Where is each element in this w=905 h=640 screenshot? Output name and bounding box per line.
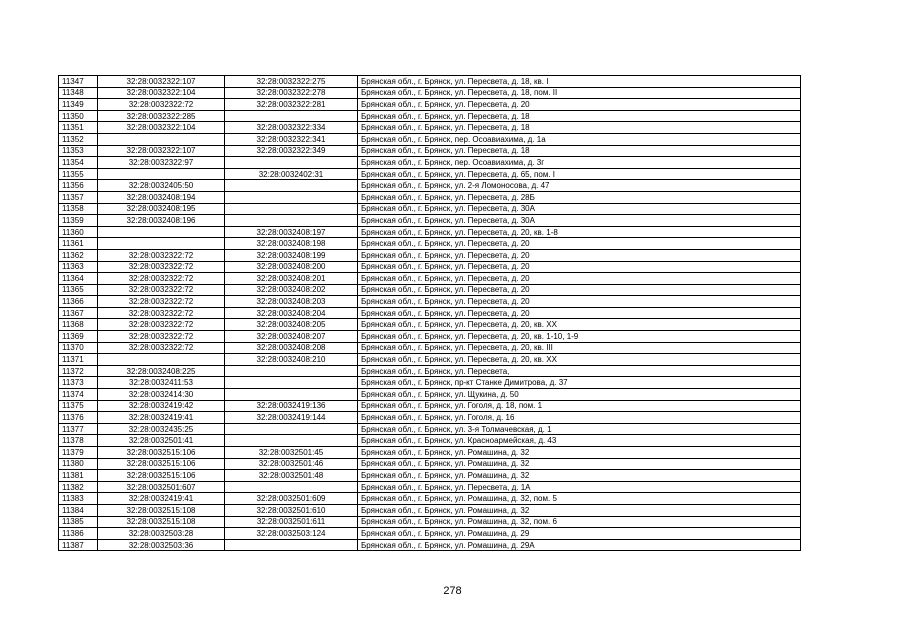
address-cell: Брянская обл., г. Брянск, ул. Ромашина, д. 29А: [358, 539, 801, 551]
land-cadastral-number-cell: 32:28:0032501:41: [98, 435, 225, 447]
row-number-cell: 11368: [59, 319, 98, 331]
land-cadastral-number-cell: 32:28:0032322:72: [98, 249, 225, 261]
address-cell: Брянская обл., г. Брянск, ул. Щукина, д. 50: [358, 389, 801, 401]
address-cell: Брянская обл., г. Брянск, ул. Пересвета, д. 20: [358, 296, 801, 308]
row-number-cell: 11357: [59, 191, 98, 203]
building-cadastral-number-cell: [225, 365, 358, 377]
building-cadastral-number-cell: 32:28:0032408:205: [225, 319, 358, 331]
row-number-cell: 11370: [59, 342, 98, 354]
table-row: [59, 226, 801, 238]
address-cell: Брянская обл., г. Брянск, ул. Пересвета, д. 20: [358, 307, 801, 319]
land-cadastral-number-cell: 32:28:0032322:72: [98, 284, 225, 296]
table-row: [59, 238, 801, 250]
land-cadastral-number-cell: 32:28:0032515:106: [98, 447, 225, 459]
building-cadastral-number-cell: 32:28:0032501:610: [225, 504, 358, 516]
building-cadastral-number-cell: [225, 435, 358, 447]
table-row: [59, 423, 801, 435]
address-cell: Брянская обл., г. Брянск, ул. Пересвета, д. 20, кв. XX: [358, 354, 801, 366]
land-cadastral-number-cell: 32:28:0032322:72: [98, 99, 225, 111]
building-cadastral-number-cell: 32:28:0032501:46: [225, 458, 358, 470]
building-cadastral-number-cell: 32:28:0032322:278: [225, 87, 358, 99]
row-number-cell: 11362: [59, 249, 98, 261]
address-cell: Брянская обл., г. Брянск, ул. Ромашина, д. 29: [358, 528, 801, 540]
address-cell: Брянская обл., г. Брянск, пер. Осоавиахима, д. 3г: [358, 157, 801, 169]
land-cadastral-number-cell: 32:28:0032408:195: [98, 203, 225, 215]
row-number-cell: 11354: [59, 157, 98, 169]
address-cell: Брянская обл., г. Брянск, пр-кт Станке Димитрова, д. 37: [358, 377, 801, 389]
row-number-cell: 11381: [59, 470, 98, 482]
table-row: [59, 493, 801, 505]
address-cell: Брянская обл., г. Брянск, ул. Пересвета, д. 20, кв. 1-8: [358, 226, 801, 238]
row-number-cell: 11380: [59, 458, 98, 470]
land-cadastral-number-cell: 32:28:0032322:107: [98, 145, 225, 157]
building-cadastral-number-cell: 32:28:0032408:198: [225, 238, 358, 250]
land-cadastral-number-cell: 32:28:0032322:72: [98, 331, 225, 343]
land-cadastral-number-cell: 32:28:0032405:50: [98, 180, 225, 192]
address-cell: Брянская обл., г. Брянск, ул. Ромашина, д. 32, пом. 6: [358, 516, 801, 528]
row-number-cell: 11373: [59, 377, 98, 389]
row-number-cell: 11365: [59, 284, 98, 296]
table-row: [59, 203, 801, 215]
land-cadastral-number-cell: 32:28:0032515:106: [98, 470, 225, 482]
address-cell: Брянская обл., г. Брянск, ул. Красноармейская, д. 43: [358, 435, 801, 447]
building-cadastral-number-cell: [225, 180, 358, 192]
address-cell: Брянская обл., г. Брянск, ул. Пересвета, д. 18: [358, 110, 801, 122]
building-cadastral-number-cell: 32:28:0032322:281: [225, 99, 358, 111]
building-cadastral-number-cell: 32:28:0032408:210: [225, 354, 358, 366]
building-cadastral-number-cell: 32:28:0032503:124: [225, 528, 358, 540]
building-cadastral-number-cell: 32:28:0032408:204: [225, 307, 358, 319]
land-cadastral-number-cell: 32:28:0032419:42: [98, 400, 225, 412]
address-cell: Брянская обл., г. Брянск, ул. Пересвета, д. 18: [358, 122, 801, 134]
address-cell: Брянская обл., г. Брянск, ул. Ромашина, д. 32, пом. 5: [358, 493, 801, 505]
land-cadastral-number-cell: [98, 226, 225, 238]
row-number-cell: 11378: [59, 435, 98, 447]
table-row: [59, 180, 801, 192]
address-cell: Брянская обл., г. Брянск, ул. 3-я Толмачевская, д. 1: [358, 423, 801, 435]
building-cadastral-number-cell: 32:28:0032408:197: [225, 226, 358, 238]
row-number-cell: 11361: [59, 238, 98, 250]
land-cadastral-number-cell: 32:28:0032322:107: [98, 76, 225, 88]
building-cadastral-number-cell: 32:28:0032501:45: [225, 447, 358, 459]
address-cell: Брянская обл., г. Брянск, ул. Пересвета,: [358, 365, 801, 377]
land-cadastral-number-cell: 32:28:0032408:196: [98, 215, 225, 227]
building-cadastral-number-cell: 32:28:0032408:202: [225, 284, 358, 296]
address-cell: Брянская обл., г. Брянск, ул. Пересвета, д. 65, пом. I: [358, 168, 801, 180]
building-cadastral-number-cell: 32:28:0032322:275: [225, 76, 358, 88]
table-row: [59, 470, 801, 482]
address-cell: Брянская обл., г. Брянск, ул. Пересвета, д. 1А: [358, 481, 801, 493]
table-row: [59, 504, 801, 516]
table-row: [59, 365, 801, 377]
table-row: [59, 215, 801, 227]
table-row: [59, 76, 801, 88]
row-number-cell: 11379: [59, 447, 98, 459]
row-number-cell: 11352: [59, 133, 98, 145]
row-number-cell: 11375: [59, 400, 98, 412]
row-number-cell: 11376: [59, 412, 98, 424]
land-cadastral-number-cell: 32:28:0032322:104: [98, 87, 225, 99]
row-number-cell: 11364: [59, 273, 98, 285]
row-number-cell: 11385: [59, 516, 98, 528]
row-number-cell: 11371: [59, 354, 98, 366]
row-number-cell: 11358: [59, 203, 98, 215]
address-cell: Брянская обл., г. Брянск, ул. Пересвета, д. 30А: [358, 215, 801, 227]
address-cell: Брянская обл., г. Брянск, ул. Пересвета, д. 18, кв. I: [358, 76, 801, 88]
row-number-cell: 11369: [59, 331, 98, 343]
address-cell: Брянская обл., г. Брянск, ул. Пересвета, д. 20, кв. XX: [358, 319, 801, 331]
address-cell: Брянская обл., г. Брянск, ул. Пересвета, д. 18, пом. II: [358, 87, 801, 99]
table-row: [59, 133, 801, 145]
row-number-cell: 11347: [59, 76, 98, 88]
land-cadastral-number-cell: 32:28:0032515:108: [98, 504, 225, 516]
land-cadastral-number-cell: 32:28:0032322:104: [98, 122, 225, 134]
address-cell: Брянская обл., г. Брянск, ул. Пересвета, д. 30А: [358, 203, 801, 215]
row-number-cell: 11377: [59, 423, 98, 435]
address-cell: Брянская обл., г. Брянск, ул. Пересвета, д. 20: [358, 261, 801, 273]
table-row: [59, 389, 801, 401]
building-cadastral-number-cell: 32:28:0032408:200: [225, 261, 358, 273]
table-row: [59, 516, 801, 528]
building-cadastral-number-cell: 32:28:0032419:144: [225, 412, 358, 424]
table-row: [59, 307, 801, 319]
table-row: [59, 539, 801, 551]
land-cadastral-number-cell: [98, 133, 225, 145]
address-cell: Брянская обл., г. Брянск, пер. Осоавиахима, д. 1а: [358, 133, 801, 145]
table-row: [59, 157, 801, 169]
building-cadastral-number-cell: 32:28:0032322:334: [225, 122, 358, 134]
table-row: [59, 99, 801, 111]
building-cadastral-number-cell: 32:28:0032501:609: [225, 493, 358, 505]
row-number-cell: 11374: [59, 389, 98, 401]
table-row: [59, 273, 801, 285]
table-row: [59, 342, 801, 354]
building-cadastral-number-cell: [225, 110, 358, 122]
row-number-cell: 11386: [59, 528, 98, 540]
building-cadastral-number-cell: [225, 157, 358, 169]
land-cadastral-number-cell: 32:28:0032322:72: [98, 307, 225, 319]
land-cadastral-number-cell: 32:28:0032411:53: [98, 377, 225, 389]
row-number-cell: 11383: [59, 493, 98, 505]
address-cell: Брянская обл., г. Брянск, ул. Ромашина, д. 32: [358, 458, 801, 470]
row-number-cell: 11348: [59, 87, 98, 99]
building-cadastral-number-cell: [225, 389, 358, 401]
address-cell: Брянская обл., г. Брянск, ул. Пересвета, д. 20: [358, 273, 801, 285]
building-cadastral-number-cell: 32:28:0032322:349: [225, 145, 358, 157]
address-cell: Брянская обл., г. Брянск, ул. Пересвета, д. 20: [358, 99, 801, 111]
building-cadastral-number-cell: [225, 215, 358, 227]
land-cadastral-number-cell: 32:28:0032322:72: [98, 342, 225, 354]
building-cadastral-number-cell: [225, 191, 358, 203]
table-row: [59, 168, 801, 180]
row-number-cell: 11355: [59, 168, 98, 180]
row-number-cell: 11350: [59, 110, 98, 122]
land-cadastral-number-cell: 32:28:0032408:194: [98, 191, 225, 203]
table-row: [59, 528, 801, 540]
table-row: [59, 122, 801, 134]
table-row: [59, 447, 801, 459]
land-cadastral-number-cell: 32:28:0032322:72: [98, 261, 225, 273]
row-number-cell: 11384: [59, 504, 98, 516]
table-row: [59, 435, 801, 447]
land-cadastral-number-cell: 32:28:0032414:30: [98, 389, 225, 401]
land-cadastral-number-cell: 32:28:0032503:36: [98, 539, 225, 551]
table-row: [59, 249, 801, 261]
address-cell: Брянская обл., г. Брянск, ул. Ромашина, д. 32: [358, 504, 801, 516]
row-number-cell: 11367: [59, 307, 98, 319]
address-cell: Брянская обл., г. Брянск, ул. Гоголя, д. 18, пом. 1: [358, 400, 801, 412]
address-cell: Брянская обл., г. Брянск, ул. Пересвета, д. 20, кв. III: [358, 342, 801, 354]
row-number-cell: 11360: [59, 226, 98, 238]
row-number-cell: 11387: [59, 539, 98, 551]
building-cadastral-number-cell: [225, 481, 358, 493]
address-cell: Брянская обл., г. Брянск, ул. 2-я Ломоносова, д. 47: [358, 180, 801, 192]
row-number-cell: 11382: [59, 481, 98, 493]
land-cadastral-number-cell: 32:28:0032501:607: [98, 481, 225, 493]
land-cadastral-number-cell: 32:28:0032322:72: [98, 296, 225, 308]
address-cell: Брянская обл., г. Брянск, ул. Ромашина, д. 32: [358, 447, 801, 459]
table-row: [59, 377, 801, 389]
land-cadastral-number-cell: 32:28:0032322:97: [98, 157, 225, 169]
land-cadastral-number-cell: [98, 238, 225, 250]
address-cell: Брянская обл., г. Брянск, ул. Пересвета, д. 20: [358, 249, 801, 261]
table-row: [59, 458, 801, 470]
building-cadastral-number-cell: 32:28:0032408:208: [225, 342, 358, 354]
row-number-cell: 11353: [59, 145, 98, 157]
table-row: [59, 319, 801, 331]
table-row: [59, 412, 801, 424]
building-cadastral-number-cell: [225, 539, 358, 551]
table-row: [59, 481, 801, 493]
address-cell: Брянская обл., г. Брянск, ул. Пересвета, д. 20, кв. 1-10, 1-9: [358, 331, 801, 343]
table-row: [59, 354, 801, 366]
land-cadastral-number-cell: 32:28:0032408:225: [98, 365, 225, 377]
table-row: [59, 296, 801, 308]
building-cadastral-number-cell: 32:28:0032501:611: [225, 516, 358, 528]
building-cadastral-number-cell: 32:28:0032322:341: [225, 133, 358, 145]
land-cadastral-number-cell: 32:28:0032419:41: [98, 412, 225, 424]
building-cadastral-number-cell: 32:28:0032419:136: [225, 400, 358, 412]
building-cadastral-number-cell: [225, 203, 358, 215]
table-row: [59, 87, 801, 99]
land-cadastral-number-cell: 32:28:0032515:108: [98, 516, 225, 528]
land-cadastral-number-cell: 32:28:0032419:41: [98, 493, 225, 505]
table-body: [59, 76, 801, 551]
row-number-cell: 11363: [59, 261, 98, 273]
land-cadastral-number-cell: 32:28:0032322:72: [98, 319, 225, 331]
table-row: [59, 400, 801, 412]
table-row: [59, 331, 801, 343]
row-number-cell: 11349: [59, 99, 98, 111]
land-cadastral-number-cell: 32:28:0032503:28: [98, 528, 225, 540]
row-number-cell: 11366: [59, 296, 98, 308]
building-cadastral-number-cell: 32:28:0032501:48: [225, 470, 358, 482]
row-number-cell: 11359: [59, 215, 98, 227]
land-cadastral-number-cell: [98, 168, 225, 180]
building-cadastral-number-cell: [225, 423, 358, 435]
row-number-cell: 11351: [59, 122, 98, 134]
table-row: [59, 145, 801, 157]
building-cadastral-number-cell: [225, 377, 358, 389]
table-row: [59, 261, 801, 273]
table-row: [59, 110, 801, 122]
land-cadastral-number-cell: 32:28:0032322:72: [98, 273, 225, 285]
address-cell: Брянская обл., г. Брянск, ул. Ромашина, д. 32: [358, 470, 801, 482]
table-row: [59, 191, 801, 203]
address-cell: Брянская обл., г. Брянск, ул. Гоголя, д. 16: [358, 412, 801, 424]
building-cadastral-number-cell: 32:28:0032408:203: [225, 296, 358, 308]
building-cadastral-number-cell: 32:28:0032408:199: [225, 249, 358, 261]
land-cadastral-number-cell: [98, 354, 225, 366]
land-cadastral-number-cell: 32:28:0032435:25: [98, 423, 225, 435]
address-cell: Брянская обл., г. Брянск, ул. Пересвета, д. 28Б: [358, 191, 801, 203]
land-cadastral-number-cell: 32:28:0032322:285: [98, 110, 225, 122]
address-cell: Брянская обл., г. Брянск, ул. Пересвета, д. 18: [358, 145, 801, 157]
row-number-cell: 11372: [59, 365, 98, 377]
cadastral-table: [58, 75, 801, 551]
building-cadastral-number-cell: 32:28:0032408:201: [225, 273, 358, 285]
row-number-cell: 11356: [59, 180, 98, 192]
building-cadastral-number-cell: 32:28:0032402:31: [225, 168, 358, 180]
address-cell: Брянская обл., г. Брянск, ул. Пересвета, д. 20: [358, 284, 801, 296]
address-cell: Брянская обл., г. Брянск, ул. Пересвета, д. 20: [358, 238, 801, 250]
table-row: [59, 284, 801, 296]
building-cadastral-number-cell: 32:28:0032408:207: [225, 331, 358, 343]
land-cadastral-number-cell: 32:28:0032515:106: [98, 458, 225, 470]
page-number: 278: [443, 585, 462, 597]
